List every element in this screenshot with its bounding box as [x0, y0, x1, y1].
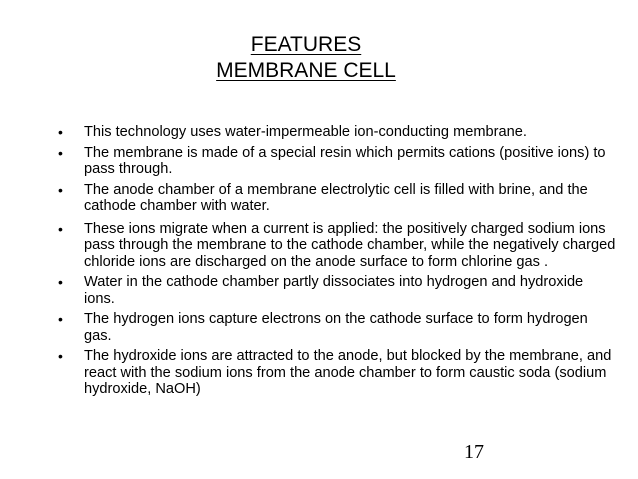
bullet-item-2 — [58, 145, 618, 178]
bullet-marker: • — [58, 124, 63, 140]
title-features: FEATURES — [250, 33, 362, 56]
bullet-text: This technology uses water-impermeable ion-conducting membrane. — [84, 124, 527, 140]
bullet-text: These ions migrate when a current is applied: the positively charged sodium ions pass through the membrane to the cathode chamber, while the negatively charged chloride ions are discharged on the anode surface to form chlorine gas . — [84, 220, 616, 270]
bullet-marker: • — [58, 220, 63, 237]
bullet-text: The hydroxide ions are attracted to the anode, but blocked by the membrane, and react with the sodium ions from the anode chamber to form caustic soda (sodium hydroxide, NaOH) — [84, 348, 612, 397]
bullet-text: The anode chamber of a membrane electrolytic cell is filled with brine, and the cathode chamber with water. — [84, 181, 588, 214]
bullet-list — [58, 124, 618, 402]
bullet-item-1 — [58, 124, 618, 141]
bullet-item-5 — [58, 274, 618, 307]
bullet-marker: • — [58, 311, 63, 327]
slide-title — [0, 32, 612, 84]
bullet-item-7 — [58, 348, 618, 398]
bullet-item-4 — [58, 221, 618, 271]
bullet-marker: • — [58, 348, 63, 364]
bullet-item-6 — [58, 311, 618, 344]
bullet-text: The hydrogen ions capture electrons on the cathode surface to form hydrogen gas. — [84, 311, 588, 344]
bullet-marker: • — [58, 181, 63, 198]
title-membrane-cell: MEMBRANE CELL — [216, 59, 396, 82]
bullet-marker: • — [58, 274, 63, 290]
bullet-item-3 — [58, 182, 618, 215]
bullet-text: The membrane is made of a special resin which permits cations (positive ions) to pass through. — [84, 144, 606, 177]
bullet-marker: • — [58, 144, 63, 161]
page-number: 17 — [464, 441, 484, 463]
bullet-text: Water in the cathode chamber partly dissociates into hydrogen and hydroxide ions. — [84, 274, 584, 307]
